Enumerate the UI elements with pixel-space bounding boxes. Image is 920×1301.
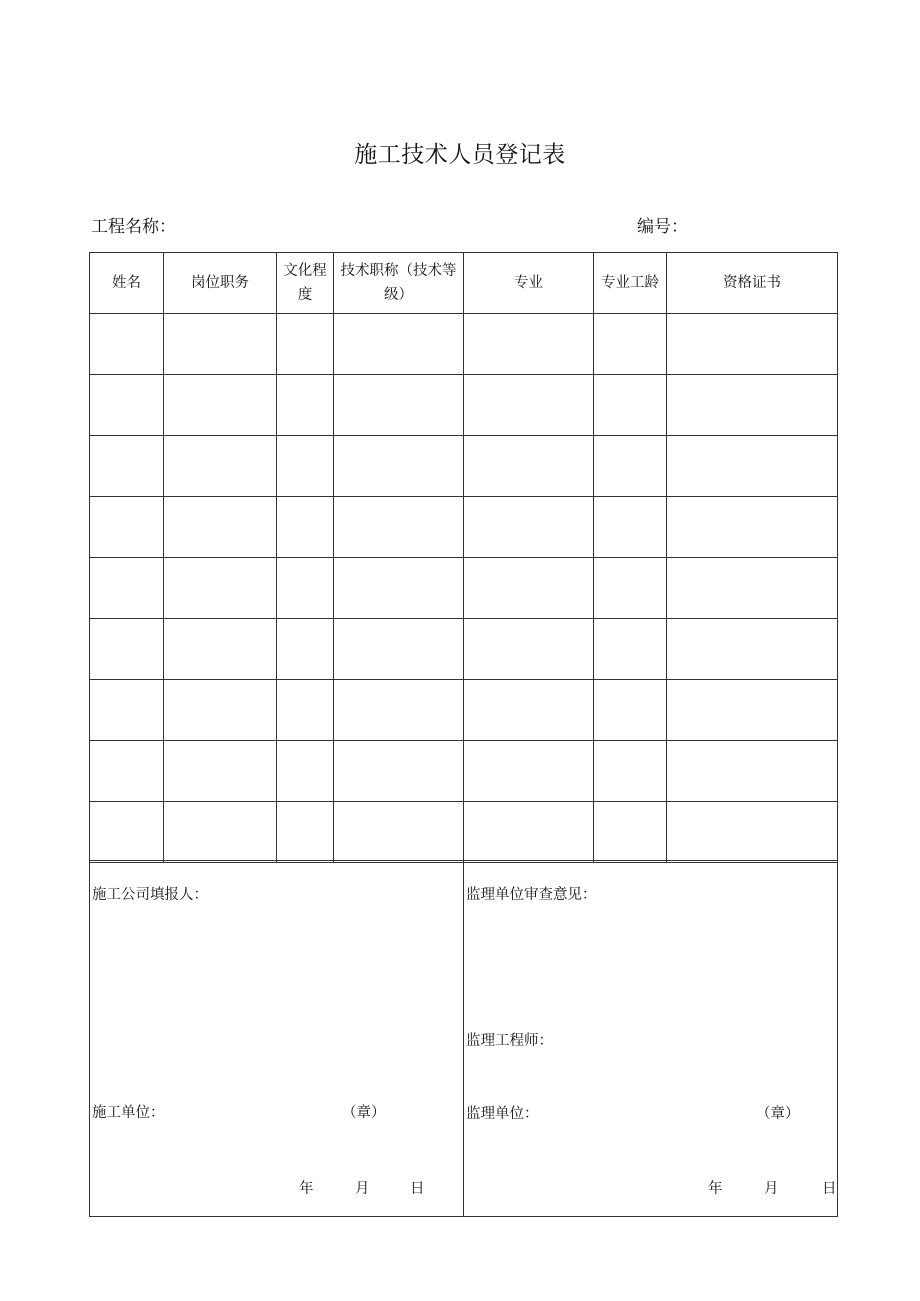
personnel-table [89, 252, 838, 863]
cell-name[interactable] [90, 314, 164, 375]
supervisor-seal: （章） [756, 1106, 800, 1122]
table-row [90, 619, 838, 680]
contractor-panel [90, 861, 464, 1217]
cell-certificate[interactable] [667, 558, 838, 619]
cell-education[interactable] [277, 802, 334, 863]
contractor-unit-label: 施工单位： [92, 1105, 165, 1121]
cell-technical-title[interactable] [334, 375, 464, 436]
cell-certificate[interactable] [667, 680, 838, 741]
cell-specialty[interactable] [464, 436, 594, 497]
cell-years[interactable] [594, 802, 667, 863]
cell-position[interactable] [164, 802, 277, 863]
cell-education[interactable] [277, 497, 334, 558]
table-row [90, 314, 838, 375]
cell-position[interactable] [164, 741, 277, 802]
number-label: 编号： [637, 217, 688, 237]
cell-technical-title[interactable] [334, 558, 464, 619]
cell-name[interactable] [90, 436, 164, 497]
cell-certificate[interactable] [667, 497, 838, 558]
cell-years[interactable] [594, 375, 667, 436]
cell-specialty[interactable] [464, 375, 594, 436]
supervisor-panel [464, 861, 838, 1217]
cell-education[interactable] [277, 314, 334, 375]
cell-position[interactable] [164, 436, 277, 497]
approval-section [89, 860, 838, 1217]
cell-certificate[interactable] [667, 741, 838, 802]
cell-years[interactable] [594, 741, 667, 802]
cell-education[interactable] [277, 680, 334, 741]
cell-education[interactable] [277, 436, 334, 497]
page-title: 施工技术人员登记表 [354, 142, 566, 168]
supervisor-day: 日 [822, 1181, 837, 1197]
cell-education[interactable] [277, 741, 334, 802]
cell-certificate[interactable] [667, 436, 838, 497]
cell-technical-title[interactable] [334, 436, 464, 497]
contractor-seal: （章） [342, 1105, 386, 1121]
cell-certificate[interactable] [667, 314, 838, 375]
supervisor-unit-label: 监理单位： [466, 1106, 539, 1122]
contractor-filler-label: 施工公司填报人： [92, 887, 208, 903]
supervisor-opinion-label: 监理单位审查意见： [466, 887, 597, 903]
cell-technical-title[interactable] [334, 314, 464, 375]
cell-years[interactable] [594, 314, 667, 375]
cell-position[interactable] [164, 375, 277, 436]
table-row [90, 375, 838, 436]
header-position: 岗位职务 [164, 253, 277, 314]
supervisor-engineer-label: 监理工程师： [466, 1033, 553, 1049]
cell-years[interactable] [594, 436, 667, 497]
cell-position[interactable] [164, 619, 277, 680]
table-row [90, 497, 838, 558]
cell-name[interactable] [90, 558, 164, 619]
cell-years[interactable] [594, 497, 667, 558]
cell-education[interactable] [277, 619, 334, 680]
header-technical-title: 技术职称（技术等级） [334, 253, 464, 314]
cell-years[interactable] [594, 619, 667, 680]
cell-name[interactable] [90, 619, 164, 680]
contractor-day: 日 [410, 1181, 425, 1197]
cell-name[interactable] [90, 375, 164, 436]
header-certificate: 资格证书 [667, 253, 838, 314]
supervisor-year: 年 [708, 1181, 723, 1197]
table-row [90, 436, 838, 497]
project-name-label: 工程名称： [91, 217, 176, 237]
cell-education[interactable] [277, 375, 334, 436]
table-header-row [90, 253, 838, 314]
cell-specialty[interactable] [464, 680, 594, 741]
cell-specialty[interactable] [464, 558, 594, 619]
cell-position[interactable] [164, 497, 277, 558]
cell-position[interactable] [164, 680, 277, 741]
table-row [90, 802, 838, 863]
header-name: 姓名 [90, 253, 164, 314]
supervisor-month: 月 [764, 1181, 779, 1197]
header-specialty: 专业 [464, 253, 594, 314]
cell-position[interactable] [164, 314, 277, 375]
cell-years[interactable] [594, 680, 667, 741]
cell-specialty[interactable] [464, 741, 594, 802]
table-row [90, 741, 838, 802]
table-body [90, 314, 838, 863]
cell-specialty[interactable] [464, 619, 594, 680]
cell-position[interactable] [164, 558, 277, 619]
cell-technical-title[interactable] [334, 802, 464, 863]
cell-specialty[interactable] [464, 314, 594, 375]
table-row [90, 558, 838, 619]
contractor-month: 月 [355, 1181, 370, 1197]
cell-specialty[interactable] [464, 497, 594, 558]
cell-technical-title[interactable] [334, 680, 464, 741]
cell-certificate[interactable] [667, 619, 838, 680]
cell-education[interactable] [277, 558, 334, 619]
cell-certificate[interactable] [667, 375, 838, 436]
cell-name[interactable] [90, 741, 164, 802]
cell-name[interactable] [90, 680, 164, 741]
cell-technical-title[interactable] [334, 497, 464, 558]
cell-certificate[interactable] [667, 802, 838, 863]
cell-name[interactable] [90, 497, 164, 558]
cell-technical-title[interactable] [334, 741, 464, 802]
cell-specialty[interactable] [464, 802, 594, 863]
contractor-year: 年 [299, 1181, 314, 1197]
header-years: 专业工龄 [594, 253, 667, 314]
cell-years[interactable] [594, 558, 667, 619]
cell-technical-title[interactable] [334, 619, 464, 680]
cell-name[interactable] [90, 802, 164, 863]
table-row [90, 680, 838, 741]
header-education: 文化程度 [277, 253, 334, 314]
